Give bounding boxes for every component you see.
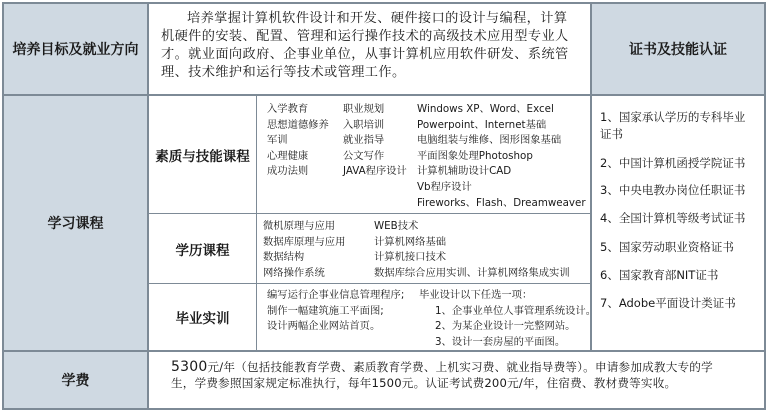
cert-item: 6、国家教育部NIT证书 <box>600 268 719 282</box>
goal-text <box>149 4 592 96</box>
course-item: 心理健康 <box>267 149 309 162</box>
course-item: JAVA程序设计 <box>343 165 407 178</box>
fee-text <box>149 352 764 408</box>
course-item: 入学教育 <box>267 103 309 115</box>
practice-col2 <box>419 288 596 350</box>
skills-col2 <box>343 102 407 180</box>
course-item: 就业指导 <box>343 134 385 147</box>
goal-header: 培养目标及就业方向 <box>4 4 149 96</box>
course-item: 思想道德修养 <box>267 118 329 131</box>
course-item: 计算机接口技术 <box>374 251 447 264</box>
cert-item: 7、Adobe平面设计类证书 <box>600 296 736 310</box>
course-item: 微机原理与应用 <box>263 220 336 232</box>
goal-paragraph: 培养掌握计算机软件设计和开发、硬件接口的设计与编程，计算机硬件的安装、配置、管理和运行操作技术的高级技术应用型专业人才。就业面向政府、企事业单位，从事计算机应用软件研发、系统管理、技术维护和运行等技术或管理工作。 <box>161 11 569 80</box>
course-item: 网络操作系统 <box>263 266 325 279</box>
course-item: 公文写作 <box>343 149 385 162</box>
course-item: Windows XP、Word、Excel <box>417 103 554 115</box>
cert-header: 证书及技能认证 <box>592 4 764 96</box>
course-item: 3、设计一套房屋的平面图。 <box>435 335 566 348</box>
course-item: WEB技术 <box>374 220 419 232</box>
degree-col1 <box>263 219 345 281</box>
course-item: 电脑组装与维修、图形图象基础 <box>417 134 562 147</box>
course-item: 计算机网络基础 <box>374 235 447 248</box>
cert-item: 5、国家劳动职业资格证书 <box>600 240 734 254</box>
skills-col3 <box>417 102 586 211</box>
degree-col2 <box>374 219 570 281</box>
fee-line2: 生，学费参照国家规定标准执行，每年1500元。认证考试费200元/年，住宿费、教材费等实收。 <box>171 376 677 390</box>
course-item: Powerpoint、Internet基础 <box>417 118 547 131</box>
course-item: 职业规划 <box>343 103 385 115</box>
section-skills-body <box>257 96 592 214</box>
practice-heading: 毕业设计以下任选一项： <box>419 289 533 301</box>
course-item: 数据结构 <box>263 251 305 264</box>
course-item: 数据库综合应用实训、计算机网络集成实训 <box>374 266 570 279</box>
course-item: 成功法则 <box>267 165 309 178</box>
section-title-skills: 素质与技能课程 <box>149 96 257 214</box>
course-item: 计算机辅助设计CAD <box>417 165 512 178</box>
practice-col1 <box>267 288 404 335</box>
section-practice-body <box>257 284 597 352</box>
course-item: 编写运行企事业信息管理程序; <box>267 289 405 301</box>
courses-header: 学习课程 <box>4 96 149 352</box>
cert-item: 3、中央电教办岗位任职证书 <box>600 183 746 197</box>
fee-line1: 元/年（包括技能教育学费、素质教育学费、上机实习费、就业指导费等）。申请参加成教大专的学 <box>207 360 713 374</box>
cert-list <box>592 96 764 352</box>
course-item: 制作一幅建筑施工平面图; <box>267 304 384 317</box>
course-item: 入职培训 <box>343 118 385 131</box>
course-item: 数据库原理与应用 <box>263 235 346 248</box>
course-item: Vb程序设计 <box>417 180 472 193</box>
section-degree-body <box>257 214 592 284</box>
course-item: 军训 <box>267 134 288 147</box>
course-item: 1、企事业单位人事管理系统设计。 <box>435 304 597 317</box>
skills-col1 <box>267 102 329 180</box>
course-item: 平面图象处理Photoshop <box>417 149 533 162</box>
fee-header: 学费 <box>4 352 149 408</box>
fee-amount: 5300 <box>171 359 208 375</box>
cert-item: 2、中国计算机函授学院证书 <box>600 156 746 170</box>
cert-item: 4、全国计算机等级考试证书 <box>600 211 746 225</box>
course-item: 2、为某企业设计一完整网站。 <box>435 320 576 333</box>
program-table <box>2 2 766 410</box>
cert-item: 证书 <box>600 127 623 141</box>
cert-item: 1、国家承认学历的专科毕业 <box>600 110 746 124</box>
section-title-degree: 学历课程 <box>149 214 257 284</box>
section-title-practice: 毕业实训 <box>149 284 257 352</box>
course-item: 设计两幅企业网站首页。 <box>267 320 381 333</box>
course-item: Fireworks、Flash、Dreamweaver <box>417 196 586 209</box>
